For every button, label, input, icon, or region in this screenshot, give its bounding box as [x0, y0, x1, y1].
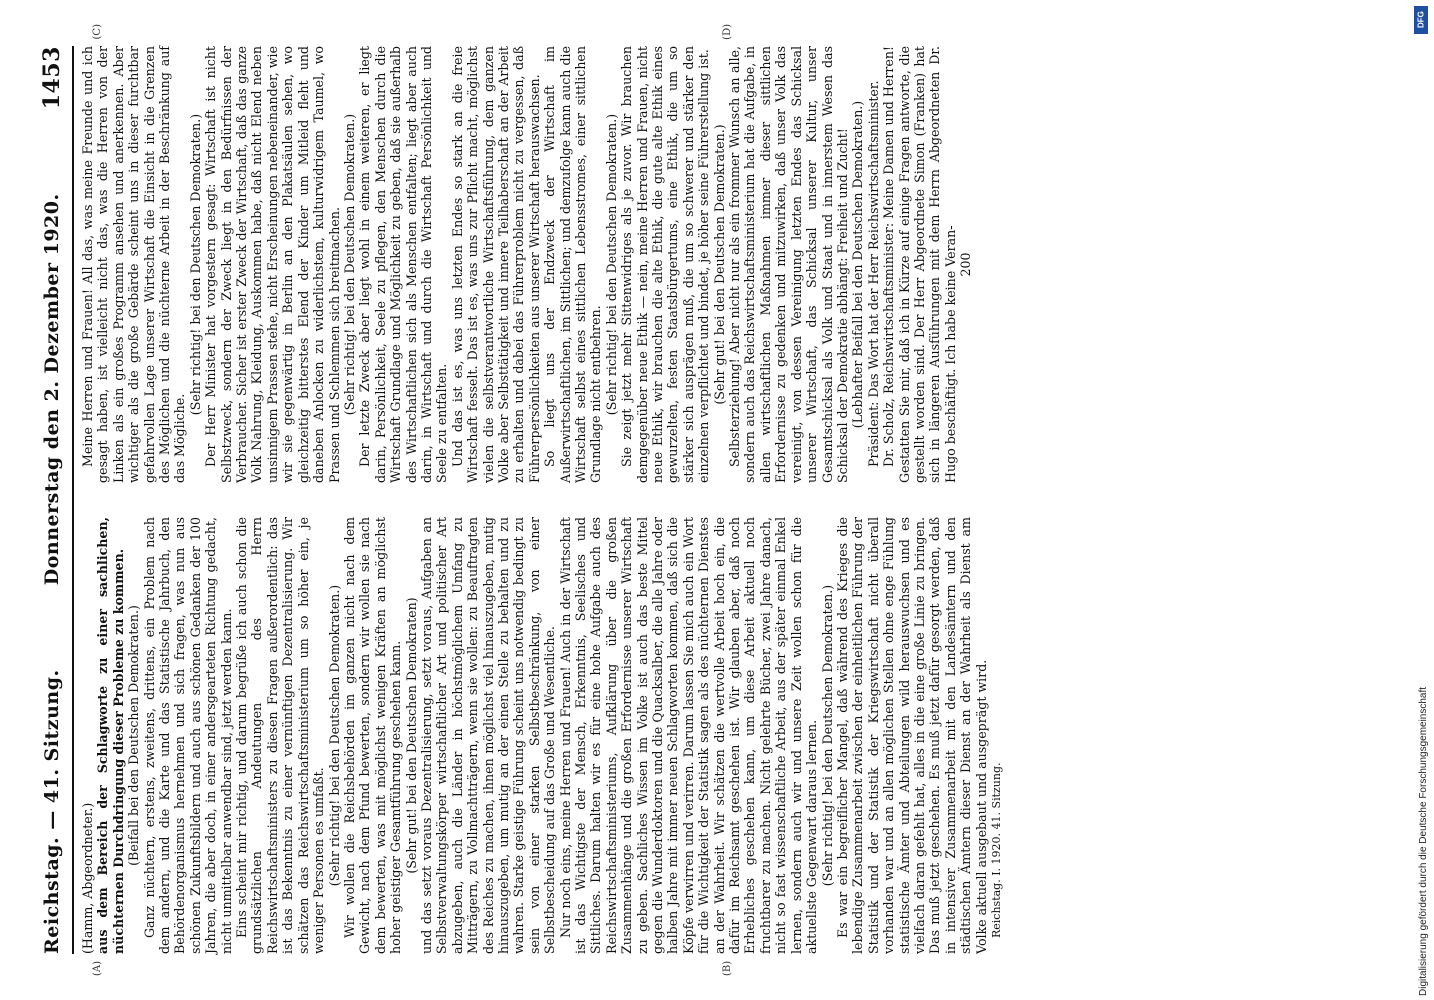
paragraph: Selbsterziehung! Aber nicht nur als ein frommer Wunsch an alle, sondern auch das Reichswirtschaftsministerium hat die Aufgabe, in allen wirtschaftlichen Maßnahmen immer dieser sittlichen Erfordernisse zu gedenken und mitzuwirken, daß unser Volk das vereinigt, von dessen Vereinigung letzten Endes das Schicksal unserer Wirtschaft, das Schicksal unserer Kultur, unser Gesamtschicksal als Volk und Staat und in innerstem Wesen das Schicksal der Demokratie abhängt: Freiheit und Zucht!: [727, 46, 850, 483]
margin-mark-a: (A): [92, 960, 103, 976]
remark: (Sehr richtig! bei den Deutschen Demokraten.): [326, 584, 342, 887]
paragraph: Präsident: Das Wort hat der Herr Reichswirtschaftsminister.: [865, 80, 881, 467]
digitization-credit: [1404, 6, 1432, 996]
page-number: 1453: [39, 46, 65, 110]
margin-mark-c: (C): [92, 24, 103, 40]
paragraph: Meine Herren und Frauen! All das, was meine Freunde und ich gesagt haben, ist vielleicht nicht das, was die Herren von der Linken als ein großes Programm ansehen und anerkennen. Aber wichtiger als die große Gebärde scheint uns in dieser furchtbar gefahrvollen Lage unserer Wirtschaft die Einsicht in die Grenzen des Möglichen und die nüchterne Arbeit in der Beschränkung auf das Mögliche.: [80, 46, 188, 483]
paragraph: So liegt uns der Endzweck der Wirtschaft im Außerwirtschaftlichen, im Sittlichen; und demzufolge kann auch die Wirtschaft selbst eines sittlichen Lebensstromes, einer sittlichen Grundlage nicht entbehren.: [542, 46, 604, 483]
paragraph: Ganz nüchtern, erstens, zweitens, drittens, ein Problem nach dem andern, und die Karte und das Statistische Jahrbuch, den Behördenorganismus hernehmen und sich fragen, was nun aus schönen Zukunftsbildern und auch aus schönen Gedanken der 100 Jahren, die aber doch, in einer andersgearteten Richtung gedacht, nicht unmittelbar anwendbar sind, jetzt werden kann.: [141, 517, 234, 954]
remark: (Sehr gut! bei den Deutschen Demokraten): [403, 597, 419, 874]
paragraph: Nur noch eins, meine Herren und Frauen! Auch in der Wirtschaft ist das Wichtigste der Mensch, Erkenntnis, Seelisches und Sittliches. Darum halten wir es für eine hohe Aufgabe auch des Reichswirtschaftsministeriums, Aufklärung über die großen Zusammenhänge und die großen Erfordernisse unserer Wirtschaft zu geben. Sachliches Wissen im Volke ist auch das beste Mittel gegen die Wunderdoktoren und die Quacksalber, die alle Jahre oder halben Jahre mit immer neuen Schlagworten kommen, daß sich die Köpfe verwirren und verirren. Darum lassen Sie mich auch ein Wort für die Wichtigkeit der Statistik sagen als des nüchternen Dienstes an der Wahrheit. Wir schätzen die wertvolle Arbeit hoch ein, die dafür im Reichsamt geschehen ist. Wir glauben aber, daß noch Erhebliches geschehen kann, um diese Arbeit aktuell noch fruchtbarer zu machen. Nicht gelehrte Bücher, zwei Jahre danach, nicht so fast wissenschaftliche Arbeit, aus der später einmal Enkel lernen, sondern auch wir und unsere Zeit wollen schon für die aktuellste Gegenwart daraus lernen.: [557, 517, 820, 954]
paragraph: Dr. Scholz, Reichswirtschaftsminister: Meine Damen und Herren! Gestatten Sie mir, daß ich in Kürze auf einige Fragen antworte, die gestellt worden sind. Der Herr Abgeordnete Simon (Franken) hat sich in längeren Ausführungen mit dem Herrn Abgeordneten Dr. Hugo beschäftigt. Ich habe keine Veran-: [881, 46, 958, 483]
remark: (Sehr richtig! bei den Deutschen Demokraten.): [341, 113, 357, 416]
remark: (Lebhafter Beifall bei den Deutschen Demokraten.): [850, 100, 866, 429]
remark: (Sehr richtig! bei den Deutschen Demokraten.): [187, 113, 203, 416]
remark: (Sehr richtig! bei den Deutschen Demokraten.): [603, 113, 619, 416]
remark: (Beifall bei den Deutschen Demokraten.): [126, 605, 142, 866]
paragraph: Wir wollen die Reichsbehörden im ganzen nicht nach dem Gewicht, nach dem Pfund bewerten, sondern wir wollen sie nach dem bewerten, was mit möglichst wenigen Kräften an möglichst hoher geistiger Gesamtführung geschehen kann.: [341, 517, 404, 954]
speaker-line: (Hamm, Abgeordneter.): [80, 802, 95, 954]
remark: (Sehr richtig! bei den Deutschen Demokraten.): [819, 584, 835, 887]
header-center: Donnerstag den 2. Dezember 1920.: [41, 193, 63, 586]
credit-text: Digitalisierung gefördert durch die Deutsche Forschungsgemeinschaft: [1418, 686, 1429, 996]
left-column: [80, 517, 1004, 976]
margin-mark-b: (B): [722, 960, 733, 976]
dfg-logo: DFG: [1414, 6, 1428, 34]
paragraph: Es war ein begreiflicher Mangel, daß während des Krieges die lebendige Zusammenarbeit zwischen der einheitlichen Führung der Statistik und der Statistik der Kriegswirtschaft nicht überall vorhanden war und an allen möglichen Stellen ohne enge Fühlung statistische Ämter und Abteilungen wild herauswuchsen und es vielfach daran gefehlt hat, alles in die eine große Linie zu bringen. Das muß jetzt geschehen. Es muß jetzt dafür gesorgt werden, daß in intensiver Zusammenarbeit mit den Landesämtern und den städtischen Ämtern dieser Dienst an der Wahrheit als Dienst am Volke aktuell ausgebaut und ausgeprägt wird.: [834, 517, 989, 954]
paragraph: Und das ist es, was uns letzten Endes so stark an die freie Wirtschaft fesselt. Das ist es, was uns zur Pflicht macht, möglichst vielen die selbstverantwortliche Wirtschaftsführung, dem ganzen Volke aber Selbsttätigkeit und innere Teilhaberschaft an der Arbeit zu erhalten und dabei das Führerproblem nicht zu vergessen, daß Führerpersönlichkeiten aus unserer Wirtschaft herauswachsen.: [449, 46, 542, 483]
paragraph: aus dem Bereich der Schlagworte zu einer sachlichen, nüchternen Durchdringung dieser Probleme zu kommen.: [95, 517, 126, 954]
page-foot-number: 200: [958, 252, 974, 277]
paragraph: und das setzt voraus Dezentralisierung, setzt voraus, Aufgaben an Selbstverwaltungskörper wirtschaftlicher Art und politischer Art abzugeben, auch die Länder in höchstmöglichem Umfang zu Mitträgern, zu Vollmachtträgern, wenn sie wollen: zu Beauftragten des Reiches zu machen, ihnen möglichst viel hinauszugeben, mutig hinauszugeben, um mutig an der einen Stelle zu behalten und zu wahren. Starke geistige Führung scheint uns notwendig bedingt zu sein von einer starken Selbstbeschränkung, von einer Selbstbescheidung auf das Große und Wesentliche.: [418, 517, 558, 954]
paragraph: Der letzte Zweck aber liegt wohl in einem weiteren, er liegt darin, Persönlichkeit, Seele zu pflegen, den Menschen durch die Wirtschaft Grundlage und Möglichkeit zu geben, daß sie außerhalb des Wirtschaftlichen sich als Menschen entfalten; liegt aber auch darin, in Wirtschaft und durch die Wirtschaft Persönlichkeit und Seele zu entfalten.: [357, 46, 450, 483]
paragraph: Eins scheint mir richtig, und darum begrüße ich auch schon die grundsätzlichen Andeutungen des Herrn Reichswirtschaftsministers zu diesen Fragen außerordentlich: das ist das Bekenntnis zu einer vernünftigen Dezentralisierung. Wir schätzen das Reichswirtschaftsministerium um so höher ein, je weniger Personen es umfaßt.: [234, 517, 327, 954]
text-columns: [80, 24, 1004, 976]
remark: (Sehr gut! bei den Deutschen Demokraten.): [711, 124, 727, 405]
paragraph: Der Herr Minister hat vorgestern gesagt: Wirtschaft ist nicht Selbstzweck, sondern der Zweck liegt in den Bedürfnissen der Verbraucher. Sicher ist erster Zweck der Wirtschaft, daß das ganze Volk Nahrung, Kleidung, Auskommen habe, daß nicht Elend neben unsinnigem Prassen stehe, nicht Erscheinungen nebeneinander, wie wir sie gegenwärtig in Berlin an den Plakatsäulen sehen, wo gleichzeitig bitterstes Elend der Kinder um Mitleid fleht und daneben Anlocken zu widerlichstem, kulturwidrigem Taumel, wo Prassen und Schlemmen sich breitmachen.: [203, 46, 342, 483]
margin-mark-d: (D): [722, 24, 733, 40]
header-left: Reichstag. — 41. Sitzung.: [41, 669, 63, 954]
column-footer: Reichstag. I. 1920. 41. Sitzung.: [989, 762, 1003, 938]
right-column: [80, 24, 1004, 483]
rotated-document-page: [22, 20, 1412, 980]
page-header: [32, 46, 74, 954]
paragraph: Sie zeigt jetzt mehr Sittenwidriges als je zuvor. Wir brauchen demgegenüber neue Ethik — nein, meine Herren und Frauen, nicht neue Ethik, wir brauchen die alte Ethik, die gute alte Ethik eines gewurzelten, festen Staatsbürgertums, eine Ethik, die um so stärker sich ausprägen muß, die um so schwerer und stärker den einzelnen verpflichtet und bindet, je höher seine Führerstellung ist.: [619, 46, 712, 483]
